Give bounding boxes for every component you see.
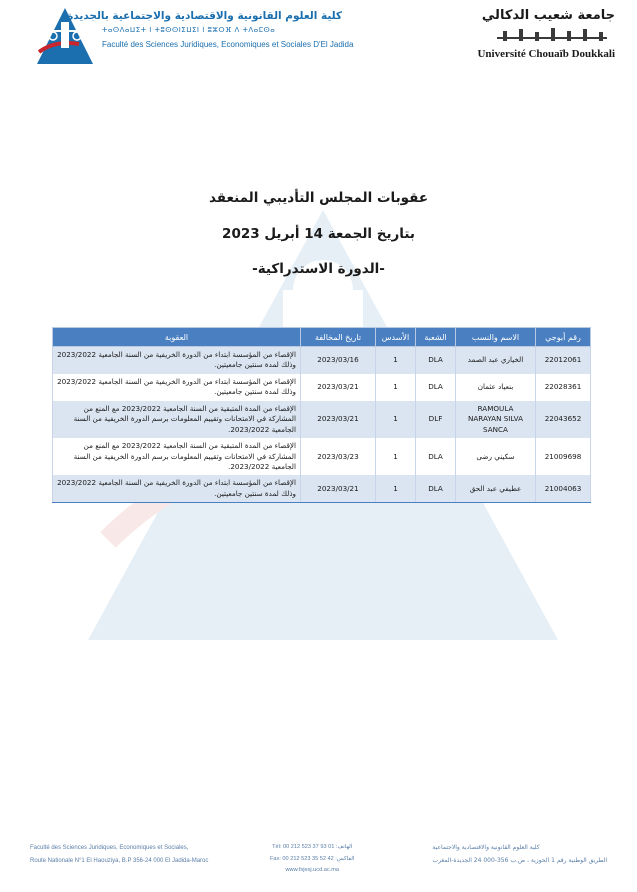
footer-fax: Fax: 00 212 523 35 52 42 :الفاكس xyxy=(270,855,355,862)
letterhead xyxy=(0,0,637,80)
table-row xyxy=(53,401,591,438)
document-session: -الدورة الاستدراكية- xyxy=(252,261,385,277)
table-row xyxy=(53,475,591,502)
cell-name: عطيفي عبد الحق xyxy=(456,475,536,502)
sanctions-table xyxy=(52,327,591,503)
cell-semester: 1 xyxy=(376,438,416,475)
faculty-name-tifinagh: ⵜⴰⵙⴷⴰⵡⵉⵜ ⵏ ⵜⵓⵙⵙⵏⵉⵡⵉⵏ ⵏ ⵓⵣⵔⴼ ⴷ ⵜⴷⴰⵎⵙⴰ xyxy=(102,26,276,34)
table-row xyxy=(53,374,591,401)
cell-sanction: الإقصاء من المؤسسة ابتداء من الدورة الخريفية من السنة الجامعية 2023/2022 وذلك لمدة سنتين جامعيتين. xyxy=(53,374,301,401)
cell-name: بنعياد عثمان xyxy=(456,374,536,401)
university-logo xyxy=(489,25,615,47)
university-name-fr: Université Chouaïb Doukkali xyxy=(477,48,615,60)
cell-date: 2023/03/21 xyxy=(301,374,376,401)
cell-semester: 1 xyxy=(376,475,416,502)
header-date: تاريخ المخالفة xyxy=(301,328,376,347)
table-row xyxy=(53,347,591,374)
cell-date: 2023/03/16 xyxy=(301,347,376,374)
cell-filiere: DLF xyxy=(416,401,456,438)
header-name: الاسم والنسب xyxy=(456,328,536,347)
table-header-row xyxy=(53,328,591,347)
cell-semester: 1 xyxy=(376,347,416,374)
footer-ar-line1: كلية العلوم القانونية والاقتصادية والاجتماعية xyxy=(432,844,540,851)
cell-sanction: الإقصاء من المدة المتبقية من السنة الجامعية 2023/2022 مع المنع من المشاركة في الامتحانات وتقييم المعلومات برسم الدورة الخريفية من السنة الجامعية 2023/2022. xyxy=(53,401,301,438)
cell-filiere: DLA xyxy=(416,374,456,401)
cell-apogee: 22043652 xyxy=(536,401,591,438)
cell-apogee: 22028361 xyxy=(536,374,591,401)
cell-date: 2023/03/21 xyxy=(301,475,376,502)
cell-name: الخياري عبد الصمد xyxy=(456,347,536,374)
cell-semester: 1 xyxy=(376,401,416,438)
header-semester: الأسدس xyxy=(376,328,416,347)
cell-filiere: DLA xyxy=(416,475,456,502)
header-apogee: رقم أبوجي xyxy=(536,328,591,347)
footer-contact xyxy=(270,842,354,877)
cell-name: سكيني رضى xyxy=(456,438,536,475)
cell-sanction: الإقصاء من المدة المتبقية من السنة الجامعية 2023/2022 مع المنع من المشاركة في الامتحانات وتقييم المعلومات برسم الدورة الخريفية من السنة الجامعية 2023/2022. xyxy=(53,438,301,475)
cell-sanction: الإقصاء من المؤسسة ابتداء من الدورة الخريفية من السنة الجامعية 2023/2022 وذلك لمدة سنتين جامعيتين. xyxy=(53,475,301,502)
document-date: بتاريخ الجمعة 14 أبريل 2023 xyxy=(222,226,415,242)
footer-website: www.fsjesj.ucd.ac.ma xyxy=(285,867,339,874)
faculty-name-block xyxy=(67,10,354,49)
cell-apogee: 21004063 xyxy=(536,475,591,502)
footer-address-ar xyxy=(432,842,607,867)
table-row xyxy=(53,438,591,475)
cell-name: RAMOULA NARAYAN SILVA SANCA xyxy=(456,401,536,438)
university-name-ar: جامعة شعيب الدكالي xyxy=(481,8,615,23)
page-footer xyxy=(0,838,637,892)
cell-semester: 1 xyxy=(376,374,416,401)
cell-date: 2023/03/23 xyxy=(301,438,376,475)
footer-ar-line2: الطريق الوطنية رقم 1 الحوزية ، ص.ب 356-000 24 الجديدة-المغرب xyxy=(432,856,607,864)
document-title: عقوبات المجلس التأديبي المنعقد xyxy=(208,190,429,206)
cell-apogee: 21009698 xyxy=(536,438,591,475)
header-sanction: العقوبة xyxy=(53,328,301,347)
faculty-name-ar: كلية العلوم القانونية والاقتصادية والاجتماعية بالجديدة xyxy=(67,10,342,22)
footer-fr-line2: Route Nationale N°1 El Haouziya, B.P 356-24 000 El Jadida-Maroc xyxy=(30,857,209,864)
university-block xyxy=(475,8,615,60)
footer-fr-line1: Faculté des Sciences Juridiques, Economiques et Sociales, xyxy=(30,845,189,851)
header-filiere: الشعبة xyxy=(416,328,456,347)
footer-phone: Tél: 00 212 523 37 93 01 :الهاتف xyxy=(272,844,353,850)
cell-filiere: DLA xyxy=(416,438,456,475)
cell-date: 2023/03/21 xyxy=(301,401,376,438)
cell-apogee: 22012061 xyxy=(536,347,591,374)
cell-sanction: الإقصاء من المؤسسة ابتداء من الدورة الخريفية من السنة الجامعية 2023/2022 وذلك لمدة سنتين جامعيتين. xyxy=(53,347,301,374)
footer-address-fr xyxy=(30,842,208,867)
cell-filiere: DLA xyxy=(416,347,456,374)
faculty-name-fr: Faculté des Sciences Juridiques, Economiques et Sociales D'El Jadida xyxy=(102,40,354,49)
